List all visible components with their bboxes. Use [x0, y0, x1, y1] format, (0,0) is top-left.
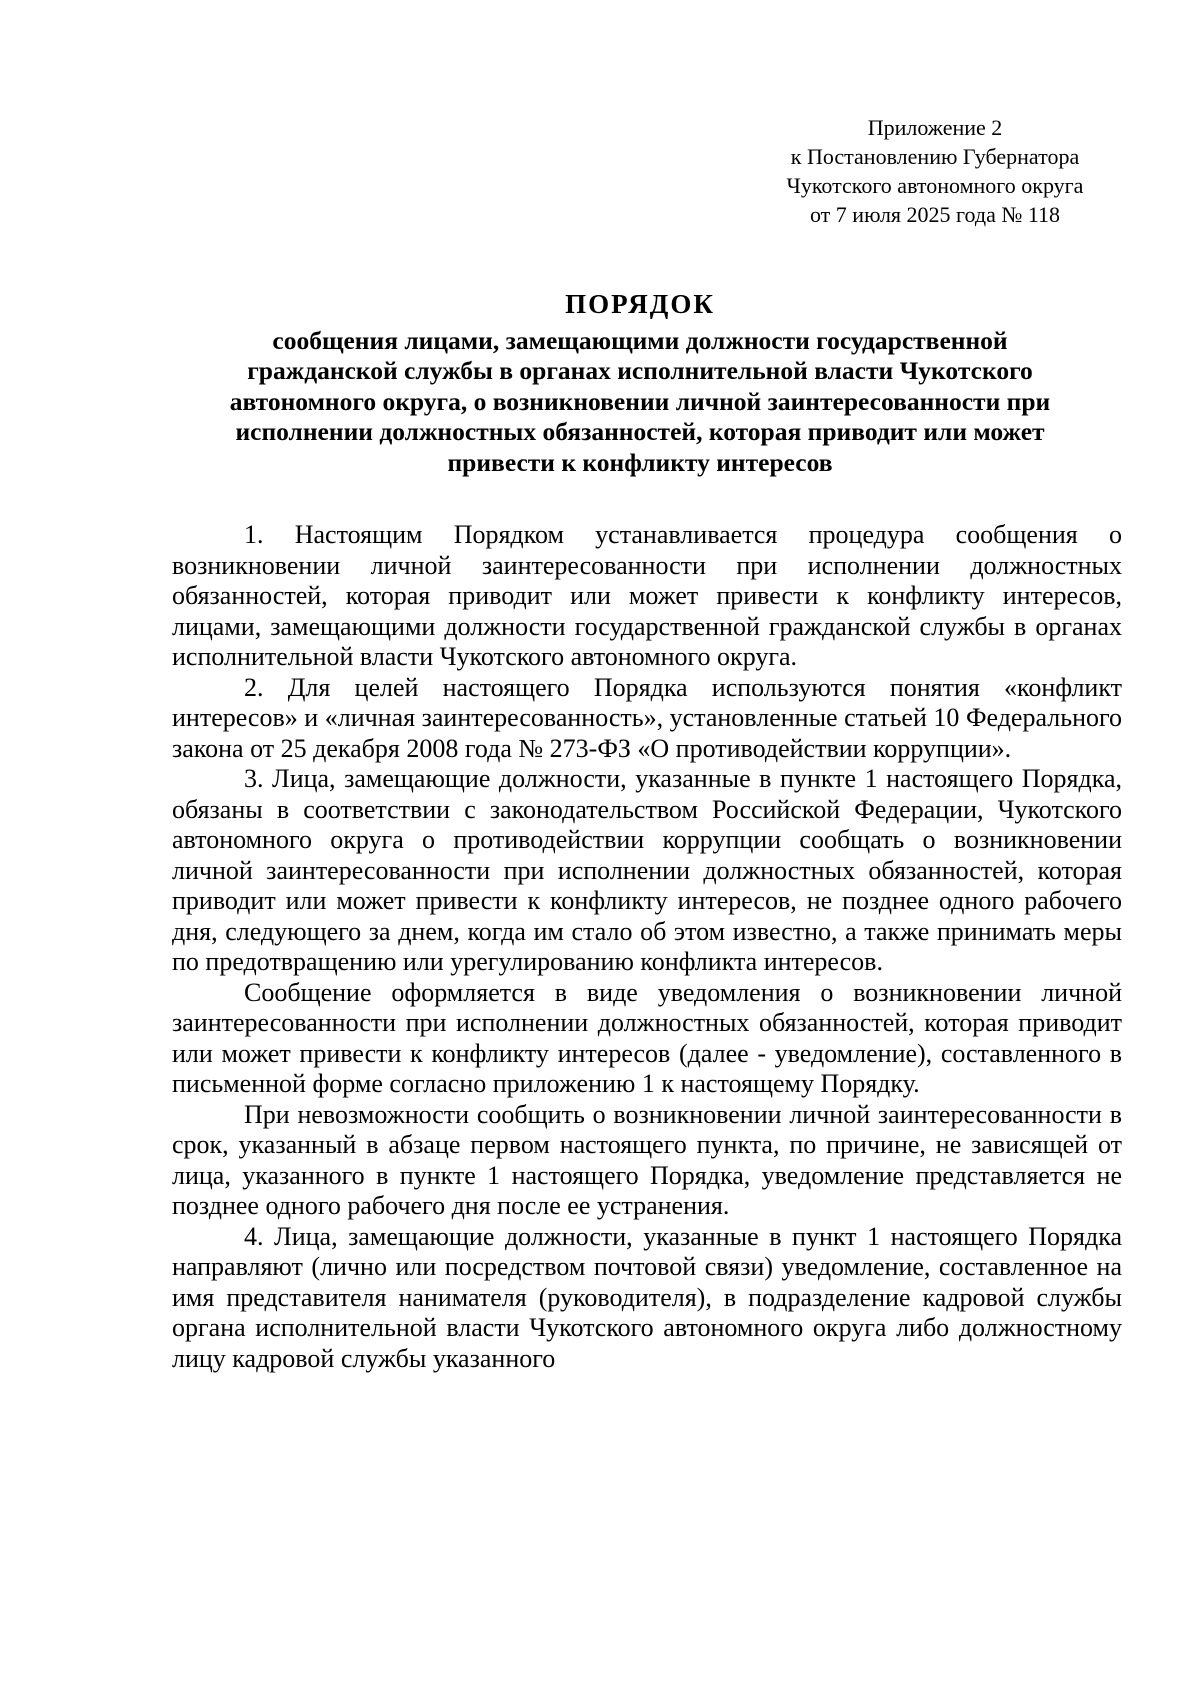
appendix-line: от 7 июля 2025 года № 118 — [809, 202, 1061, 227]
subtitle-line: сообщения лицами, замещающими должности государственной — [272, 326, 1008, 355]
subtitle-line: привести к конфликту интересов — [447, 447, 833, 477]
subtitle-line: исполнении должностных обязанностей, которая приводит или может — [235, 417, 1045, 447]
appendix-line: к Постановлению Губернатора — [790, 144, 1080, 169]
subtitle-line: автономного округа, о возникновении личной заинтересованности при — [229, 386, 1051, 416]
paragraph-3-impossibility: При невозможности сообщить о возникновении личной заинтересованности в срок, указанный в абзаце первом настоящего пункта, по причине, не зависящей от лица, указанного в пункте 1 настоящего Порядка, уведомление представляется не позднее одного рабочего дня после ее устранения. — [172, 1099, 1122, 1220]
paragraph-3: 3. Лица, замещающие должности, указанные в пункте 1 настоящего Порядка, обязаны в соответствии с законодательством Российской Федерации, Чукотского автономного округа о противодействии коррупции сообщать о возникновении личной заинтересованности при исполнении должностных обязанностей, которая приводит или может привести к конфликту интересов, не позднее одного рабочего дня, следующего за днем, когда им стало об этом известно, а также принимать меры по предотвращению или урегулированию конфликта интересов. — [172, 764, 1122, 976]
paragraph-3-notice: Сообщение оформляется в виде уведомления о возникновении личной заинтересованности при исполнении должностных обязанностей, которая приводит или может привести к конфликту интересов (далее - уведомление), составленного в письменной форме согласно приложению 1 к настоящему Порядку. — [172, 977, 1122, 1098]
appendix-line: Чукотского автономного округа — [786, 173, 1084, 198]
document-body — [172, 520, 1122, 1374]
paragraph-2: 2. Для целей настоящего Порядка используются понятия «конфликт интересов» и «личная заинтересованность», установленные статьей 10 Федерального закона от 25 декабря 2008 года № 273-ФЗ «О противодействии коррупции». — [172, 672, 1122, 763]
appendix-header — [745, 113, 1125, 229]
document-title: ПОРЯДОК — [565, 289, 715, 319]
subtitle-line: гражданской службы в органах исполнительной власти Чукотского — [247, 356, 1033, 386]
document-subtitle — [160, 326, 1120, 478]
appendix-line: Приложение 2 — [867, 115, 1003, 140]
paragraph-1: 1. Настоящим Порядком устанавливается процедура сообщения о возникновении личной заинтересованности при исполнении должностных обязанностей, которая приводит или может привести к конфликту интересов, лицами, замещающими должности государственной гражданской службы в органах исполнительной власти Чукотского автономного округа. — [172, 520, 1122, 671]
paragraph-4: 4. Лица, замещающие должности, указанные в пункт 1 настоящего Порядка направляют (лично или посредством почтовой связи) уведомление, составленное на имя представителя нанимателя (руководителя), в подразделение кадровой службы органа исполнительной власти Чукотского автономного округа либо должностному лицу кадровой службы указанного — [172, 1221, 1122, 1373]
